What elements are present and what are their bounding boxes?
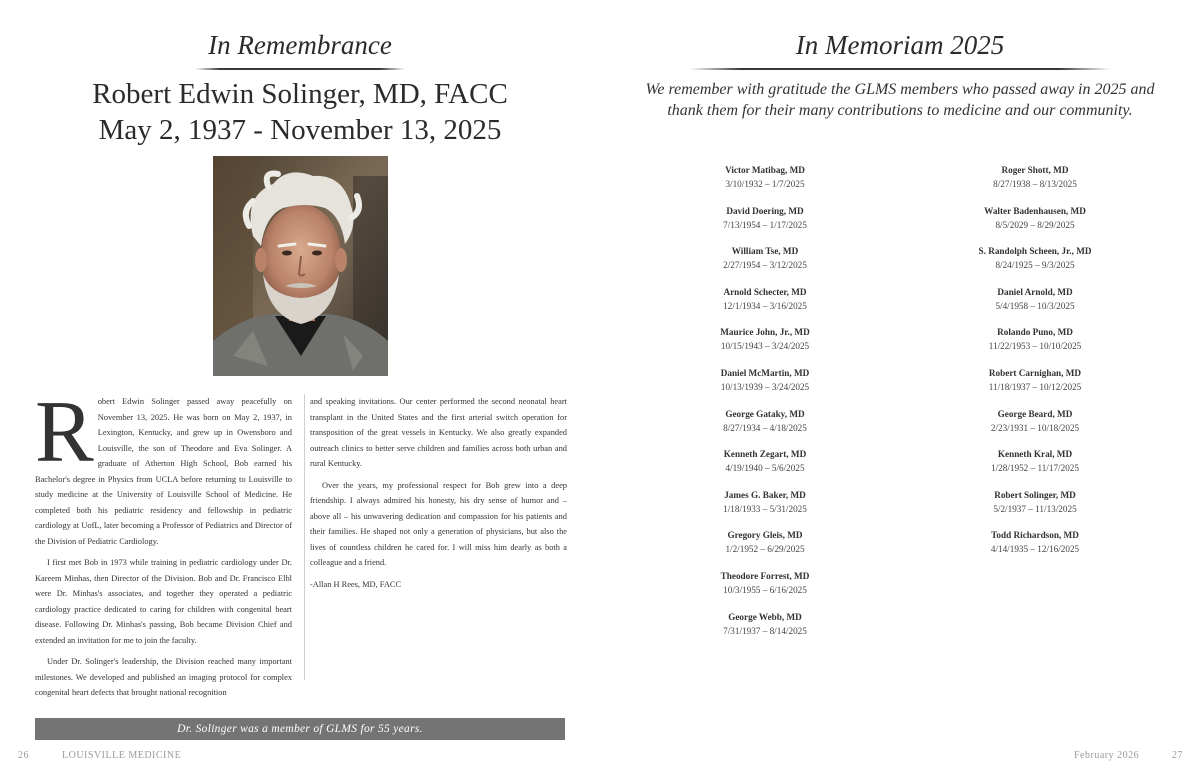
member-dates: 3/10/1932 – 1/7/2025 [725, 179, 805, 189]
member-dates: 4/14/1935 – 12/16/2025 [990, 544, 1080, 555]
member-name: Kenneth Zegart, MD [723, 449, 807, 460]
member-dates: 7/13/1954 – 1/17/2025 [723, 219, 807, 230]
memoriam-entry [645, 489, 885, 530]
member-dates: 12/1/1934 – 3/16/2025 [723, 300, 807, 311]
memoriam-entry [645, 448, 885, 489]
memoriam-entry [645, 570, 885, 611]
member-name: S. Randolph Scheen, Jr., MD [978, 246, 1092, 257]
memoriam-column-b [915, 164, 1155, 570]
member-dates: 10/13/1939 – 3/24/2025 [720, 381, 810, 392]
memoriam-subtitle [620, 79, 1180, 121]
memoriam-entry [645, 408, 885, 449]
member-dates: 7/31/1937 – 8/14/2025 [723, 625, 807, 636]
member-dates: 5/2/1937 – 11/13/2025 [993, 503, 1077, 514]
remembrance-heading: In Remembrance [208, 30, 392, 60]
memoriam-heading-rule [690, 68, 1110, 70]
member-dates: 10/3/1955 – 6/16/2025 [723, 584, 807, 595]
heading-rule [195, 68, 405, 70]
memoriam-entry [645, 286, 885, 327]
tribute-paragraph-1 [35, 384, 292, 549]
member-dates: 1/18/1933 – 5/31/2025 [723, 503, 807, 514]
tribute-paragraph-2: I first met Bob in 1973 while training in pediatric cardiology under Dr. Kareem Minhas, then Director of the Division. Bob and Dr. Francisco Elbl were Dr. Minhas's associates, and together they operated a pediatric cardiology practice dedicated to caring for children with congenital heart disease. Following Dr. Minhas's passing, Bob became Division Chief and extended an invitation for me to join the faculty. [35, 558, 292, 645]
member-dates: 8/5/2029 – 8/29/2025 [995, 219, 1075, 230]
magazine-name: LOUISVILLE MEDICINE [62, 750, 182, 761]
member-dates: 1/2/1952 – 6/29/2025 [725, 544, 805, 555]
member-dates: 1/28/1952 – 11/17/2025 [991, 463, 1079, 474]
member-dates: 11/18/1937 – 10/12/2025 [988, 381, 1082, 392]
issue-date: February 2026 [1074, 750, 1140, 761]
memoriam-entry [915, 489, 1155, 530]
member-dates: 8/27/1934 – 4/18/2025 [723, 422, 807, 433]
member-name: Gregory Gleis, MD [727, 530, 803, 541]
memoriam-entry [645, 245, 885, 286]
subtitle-line-1: We remember with gratitude the GLMS members who passed away in 2025 and [645, 81, 1155, 98]
tribute-paragraph-5: Over the years, my professional respect for Bob grew into a deep friendship. I always admired his honesty, his dry sense of humor and – above all – his unwavering dedication and compassion for his patients and their families. He shaped not only a generation of physicians, but also the lives of countless children he cared for. I will miss him dearly as both a colleague and a friend. [310, 480, 567, 567]
memoriam-entry [915, 367, 1155, 408]
tribute-column-1 [35, 384, 292, 707]
memoriam-entry [645, 611, 885, 652]
honoree-name: Robert Edwin Solinger, MD, FACC [92, 78, 508, 110]
member-name: Daniel Arnold, MD [997, 286, 1073, 297]
member-name: William Tse, MD [731, 246, 799, 257]
member-dates: 5/4/1958 – 10/3/2025 [995, 300, 1075, 311]
memoriam-entry [915, 245, 1155, 286]
memoriam-entry [645, 326, 885, 367]
memoriam-column-a [645, 164, 885, 651]
member-name: Robert Solinger, MD [994, 489, 1076, 500]
honoree-portrait [213, 156, 388, 376]
subtitle-line-2: thank them for their many contributions to medicine and our community. [667, 102, 1133, 119]
tribute-paragraph-3: Under Dr. Solinger's leadership, the Division reached many important milestones. We developed and published an imaging protocol for complex congenital heart defects that brought national recognition [35, 657, 292, 697]
member-name: Robert Carnighan, MD [988, 367, 1082, 378]
member-name: Walter Badenhausen, MD [984, 205, 1086, 216]
member-dates: 8/27/1938 – 8/13/2025 [993, 179, 1077, 189]
memoriam-entry [915, 529, 1155, 570]
tribute-paragraph-4: and speaking invitations. Our center performed the second neonatal heart transplant in the United States and the first arterial switch operation for transposition of the great vessels in Kentucky. We also greatly expanded outreach clinics to better serve children and families across both urban and rural Kentucky. [310, 397, 567, 468]
left-page-number: 26 [18, 750, 29, 761]
member-dates: 8/24/1925 – 9/3/2025 [995, 260, 1075, 271]
right-page [600, 0, 1200, 776]
member-dates: 2/27/1954 – 3/12/2025 [723, 260, 807, 271]
member-name: Kenneth Kral, MD [997, 449, 1073, 460]
membership-banner: Dr. Solinger was a member of GLMS for 55 years. [35, 718, 565, 740]
memoriam-entry [645, 164, 885, 205]
tribute-signature: -Allan H Rees, MD, FACC [310, 579, 402, 589]
member-name: Roger Shott, MD [1001, 165, 1069, 175]
memoriam-entry [645, 367, 885, 408]
member-name: Maurice John, Jr., MD [720, 327, 810, 338]
memoriam-entry [915, 205, 1155, 246]
member-name: George Beard, MD [997, 408, 1073, 419]
memoriam-entry [915, 164, 1155, 205]
member-name: James G. Baker, MD [724, 489, 806, 500]
member-name: David Doering, MD [726, 205, 804, 216]
member-dates: 4/19/1940 – 5/6/2025 [725, 463, 805, 474]
memoriam-entry [645, 205, 885, 246]
member-dates: 11/22/1953 – 10/10/2025 [988, 341, 1082, 352]
honoree-dates: May 2, 1937 - November 13, 2025 [98, 114, 502, 146]
memoriam-entry [915, 286, 1155, 327]
right-page-number: 27 [1172, 750, 1183, 761]
tribute-paragraph-1-text: obert Edwin Solinger passed away peacefully on November 13, 2025. He was born on May 2, 1937, in Lexington, Kentucky, and grew up in Owensboro and Louisville, the son of Theodore and Eva Solinger. A graduate of Atherton High School, Bob earned his Bachelor's degree in Physics from UCLA before returning to Louisville to study medicine at the University of Louisville School of Medicine. He completed both his pediatric residency and fellowship in pediatric cardiology at UofL, later becoming a Professor of Pediatrics and Director of the Division of Pediatric Cardiology. [35, 397, 292, 546]
memoriam-entry [915, 408, 1155, 449]
member-name: George Gataky, MD [725, 408, 805, 419]
memoriam-entry [915, 326, 1155, 367]
memoriam-heading: In Memoriam 2025 [795, 30, 1005, 60]
column-divider [304, 394, 305, 680]
memoriam-entry [645, 529, 885, 570]
member-name: George Webb, MD [728, 611, 802, 622]
member-dates: 10/15/1943 – 3/24/2025 [720, 341, 810, 352]
member-name: Rolando Puno, MD [997, 327, 1073, 338]
member-name: Theodore Forrest, MD [720, 570, 810, 581]
drop-cap: R [35, 384, 94, 481]
member-name: Daniel McMartin, MD [720, 367, 810, 378]
member-dates: 2/23/1931 – 10/18/2025 [990, 422, 1080, 433]
member-name: Arnold Schecter, MD [723, 286, 807, 297]
memoriam-entry [915, 448, 1155, 489]
member-name: Todd Richardson, MD [991, 530, 1079, 541]
tribute-column-2 [310, 394, 567, 598]
member-name: Victor Matibag, MD [725, 165, 805, 175]
